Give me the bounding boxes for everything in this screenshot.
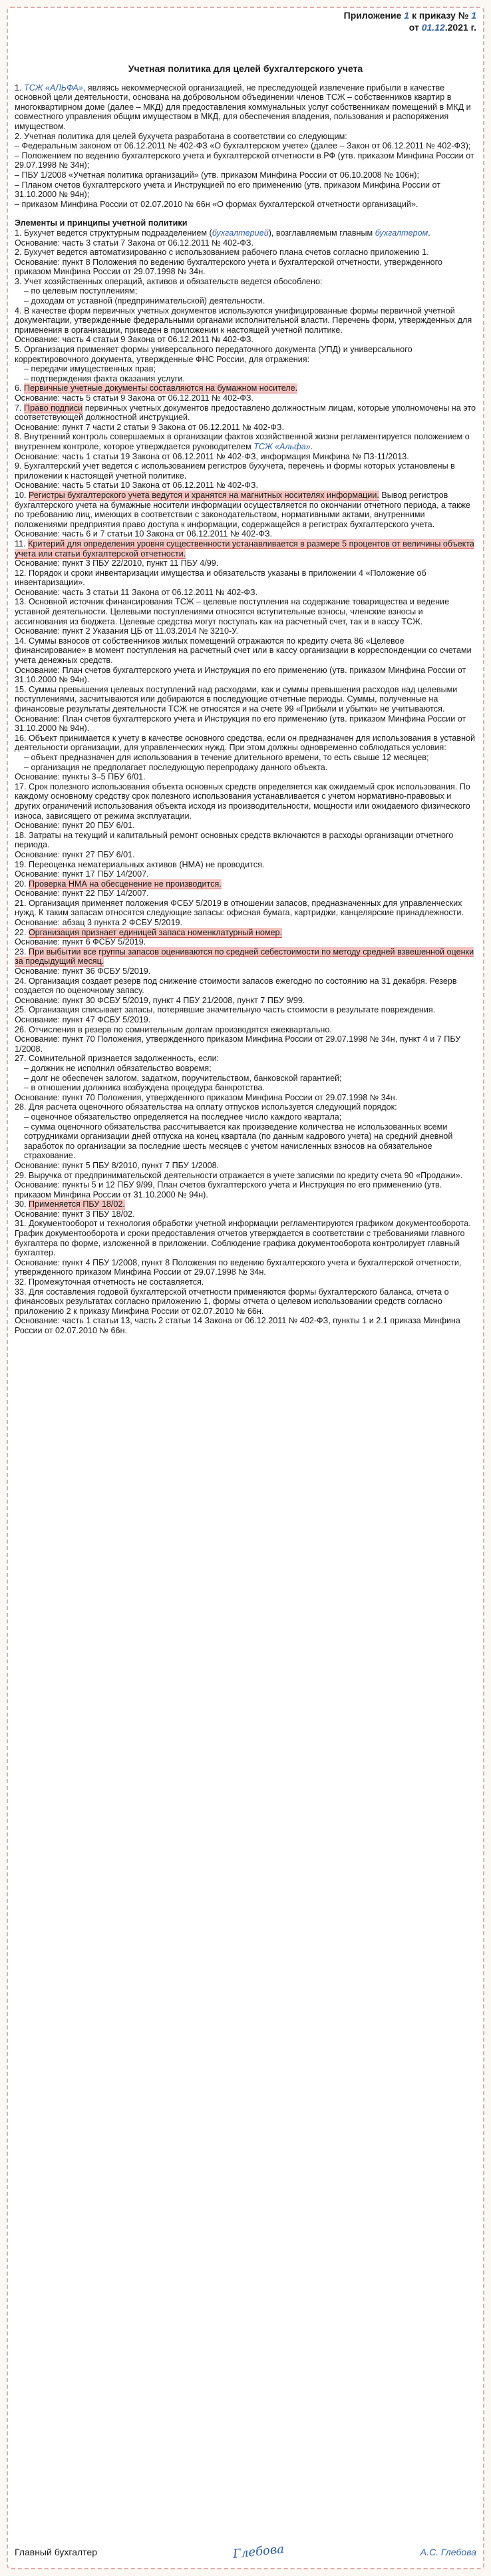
highlighted-text: Применяется ПБУ 18/02. [29,1199,125,1209]
policy-item [15,1083,476,1093]
policy-item [15,821,476,831]
item-text: 12. Порядок и сроки инвентаризации имущества и обязательств указаны в приложении 4 «Положение об инвентаризации». [15,568,426,588]
item-text: 24. Организация создает резерв под снижение стоимости запасов ежегодно по состоянию на 31 декабря. Резерв создается по оценочному запасу. [15,976,457,996]
item-text: – в отношении должника возбуждена процедура банкротства. [24,1083,265,1093]
item-text: 10. [15,490,29,500]
org-name: ТСЖ «АЛЬФА» [24,83,83,93]
highlighted-text: Регистры бухгалтерского учета ведутся и хранятся на магнитных носителях информации. [29,490,379,500]
item-text: ), возглавляемым главным [268,228,375,238]
item-text: – объект предназначен для использования в течение длительного времени, то есть свыше 12 месяцев; [24,752,429,762]
policy-item [15,714,476,734]
document-title: Учетная политика для целей бухгалтерского учета [128,63,363,74]
policy-item [15,860,476,870]
item-text: 14. Суммы взносов от собственников жилых помещений отражаются по кредиту счета 86 «Целевое финансирование» в момент поступления на расчетный счет или в кассу организации в корреспонденции со счетами учета денежных средств. [15,636,472,666]
intro-paragraph [15,180,476,200]
item-text: 4. В качестве форм первичных учетных документов используются унифицированные формы первичной учетной документации, утвержденные федеральными органами исполнительной власти. Перечень форм, утвержденных для применения в организации, приведен в приложении к настоящей учетной политике. [15,306,472,335]
policy-item [15,481,476,491]
policy-item [15,831,476,850]
policy-items [15,228,476,1336]
item-text: Основание: пункт 5 ПБУ 8/2010, пункт 7 ПБУ 1/2008. [15,1160,220,1170]
item-text: Вывод регистров бухгалтерского учета на бумажные носители информации осуществляется по окончании отчетного периода, а также по требованию лиц, имеющих в соответствии с законодательством, нормативными актами, внутренними положениями предприятия право доступа к информации, содержащейся в регистрах бухгалтерского учета. [15,490,471,529]
policy-item [15,782,476,821]
policy-item [15,626,476,636]
item-text: Основание: часть 5 статьи 10 Закона от 06.12.2011 № 402-ФЗ. [15,481,259,491]
highlighted-text: При выбытии все группы запасов оцениваются по средней себестоимости по методу средней взвешенной оценки за предыдущий месяц. [15,947,474,966]
item-text: 30. [15,1199,29,1209]
handwritten-signature: Глебова [232,2542,285,2561]
policy-item [15,383,476,393]
item-text: 5. Организация применяет формы универсального передаточного документа (УПД) и универсального корректировочного документа, утвержденные ФНС России, для отражения: [15,345,412,364]
item-text: – по целевым поступлениям; [24,286,138,296]
policy-item [15,850,476,860]
policy-item [15,772,476,782]
item-text: 1. Бухучет ведется структурным подразделением ( [15,228,212,238]
date-label: от [409,22,422,33]
signer-role: Главный бухгалтер [15,2546,97,2557]
appendix-header [15,9,476,33]
document-content [15,9,476,1336]
policy-item [15,238,476,248]
policy-item [15,491,476,529]
item-text: 18. Затраты на текущий и капитальный ремонт основных средств включаются в расходы организации отчетного периода. [15,830,454,850]
policy-item [15,228,476,238]
highlighted-text: Право подписи [24,403,83,413]
item-text: Основание: часть 1 статьи 13, часть 2 статьи 14 Закона от 06.12.2011 № 402-ФЗ, пункты 1 и 2.1 приказа Минфина России от 02.07.2010 № 66н. [15,1316,460,1335]
policy-item [15,1287,476,1317]
intro-text: – Планом счетов бухгалтерского учета и Инструкцией по его применению (утв. приказом Минфина России от 31.10.2000 № 94н); [15,180,441,200]
policy-item [15,539,476,558]
item-text: Основание: пункт 20 ПБУ 6/01. [15,821,135,831]
policy-item [15,1180,476,1199]
policy-item [15,1209,476,1219]
intro-paragraph [15,200,476,210]
item-text: – передачи имущественных прав; [24,364,156,374]
policy-item [15,248,476,258]
policy-item [15,588,476,598]
policy-item [15,966,476,976]
item-text: Основание: часть 5 статьи 9 Закона от 06.12.2011 № 402-ФЗ. [15,393,254,403]
item-text: – доходам от уставной (предпринимательской) деятельности. [24,296,265,306]
item-text: Основание: пункт 4 ПБУ 1/2008, пункт 8 Положения по ведению бухгалтерского учета и бухгалтерской отчетности, утвержденного приказом Минфина России от 29.07.1998 № 34н. [15,1257,462,1277]
item-text: 8. Внутренний контроль совершаемых в организации фактов хозяйственной жизни регламентируется положением о внутреннем контроле, которое утверждается руководителем [15,432,470,451]
item-text: 29. Выручка от предпринимательской деятельности отражается в учете записями по кредиту счета 90 «Продажи». [15,1170,463,1180]
item-text: Основание: пункт 7 части 2 статьи 9 Закона от 06.12.2011 № 402-ФЗ. [15,422,284,432]
highlighted-text: Организация признает единицей запаса номенклатурный номер. [29,927,283,937]
item-text: 21. Организация применяет положения ФСБУ 5/2019 в отношении запасов, предназначенных для управленческих нужд. К таким запасам относятся следующие запасы: офисная бумага, картриджи, канцелярские принадлежности. [15,898,464,918]
policy-item [15,296,476,306]
intro-paragraph [15,141,476,151]
policy-item [15,1122,476,1161]
policy-item [15,1074,476,1084]
item-text: 17. Срок полезного использования объекта основных средств определяется как ожидаемый срок использования. По каждому основному средству срок полезного использования устанавливается с учетом нормативно-правовых и других ограничений использования объекта исходя из производительности, мощности или ожидаемого физического износа, зависящего от режима эксплуатации. [15,781,470,821]
filled-value: ТСЖ «Альфа» [253,441,311,451]
item-text: – организация не предполагает последующую перепродажу данного объекта. [24,762,328,772]
item-text: 6. [15,383,25,393]
policy-item [15,928,476,938]
policy-item [15,666,476,685]
item-text: Основание: пункт 22 ПБУ 14/2007. [15,889,149,899]
policy-item [15,452,476,462]
policy-item [15,1034,476,1054]
item-text: Основание: пункт 70 Положения, утвержденного приказом Минфина России от 29.07.1998 № 34н. [15,1092,398,1102]
item-text: Основание: пункт 8 Положения по ведению бухгалтерского учета и бухгалтерской отчетности, утвержденного приказом Минфина России от 29.07.1998 № 34н. [15,257,442,277]
policy-item [15,879,476,889]
intro-text: – приказом Минфина России от 02.07.2010 № 66н «О формах бухгалтерской отчетности организаций». [15,199,418,209]
filled-value: бухгалтером [375,228,428,238]
item-text: 16. Объект принимается к учету в качестве основного средства, если он предназначен для использования в уставной деятельности организации, для управленческих нужд. При этом должны одновременно соблюдаться условия: [15,733,476,753]
policy-item [15,918,476,928]
policy-item [15,869,476,879]
item-text: 13. Основной источник финансирования ТСЖ – целевые поступления на содержание товарищества и ведение уставной деятельности. Целевыми поступлениями относятся вступительные взносы, членские взносы и ассигнования из бюджета. Целевые средства могут поступать как на расчетный счет, так и в кассу ТСЖ. [15,597,450,626]
item-text: 27. Сомнительной признается задолженность, если: [15,1054,220,1064]
order-year: .2021 г. [444,22,476,33]
policy-item [15,734,476,753]
item-text: Основание: пункт 3 ПБУ 22/2010, пункт 11 ПБУ 4/99. [15,558,219,568]
item-text: Основание: пункт 36 ФСБУ 5/2019. [15,966,151,976]
policy-item [15,258,476,277]
intro-paragraph [15,83,476,132]
item-text: Основание: План счетов бухгалтерского учета и Инструкция по его применению (утв. приказом Минфина России от 31.10.2000 № 94н). [15,665,466,685]
policy-item [15,306,476,335]
item-text: – оценочное обязательство определяется на последнее число каждого квартала; [24,1112,342,1122]
item-text: Основание: пункт 6 ФСБУ 5/2019. [15,937,146,947]
order-date: 01.12 [421,22,445,33]
item-text: 33. Для составления годовой бухгалтерской отчетности применяются формы бухгалтерского баланса, отчета о финансовых результатах согласно приложению 1, формы отчета о целевом использовании средств согласно приложению 2 к приказу Минфина России от 02.07.2010 № 66н. [15,1287,449,1316]
policy-item [15,335,476,345]
item-text: Основание: абзац 3 пункта 2 ФСБУ 5/2019. [15,918,183,928]
item-text: Основание: пункт 3 ПБУ 18/02. [15,1209,135,1219]
policy-item [15,947,476,966]
policy-item [15,1171,476,1181]
item-text: Основание: пункт 30 ФСБУ 5/2019, пункт 4 ПБУ 21/2008, пункт 7 ПБУ 9/99. [15,995,305,1005]
item-text: Основание: План счетов бухгалтерского учета и Инструкция по его применению (утв. приказом Минфина России от 31.10.2000 № 94н). [15,714,466,734]
policy-item [15,1054,476,1064]
highlighted-text: Первичные учетные документы составляются на бумажном носителе. [24,383,298,393]
intro-text: 1. [15,83,25,93]
item-text: 31. Документооборот и технология обработки учетной информации регламентируются графиком документооборота. График документооборота и сроки предоставления отчетов утверждается в соответствии с требованиями главного бухгалтера по форме, изложенной в приложении. Соблюдение графика документооборота контролирует главный бухгалтер. [15,1219,471,1258]
policy-item [15,996,476,1006]
policy-item [15,1064,476,1074]
item-text: Основание: часть 3 статьи 7 Закона от 06.12.2011 № 402-ФЗ. [15,238,254,248]
item-text: Основание: пункт 70 Положения, утвержденного приказом Минфина России от 29.07.1998 № 34н, пункт 4 и 7 ПБУ 1/2008. [15,1034,461,1054]
policy-item [15,899,476,918]
item-text: 15. Суммы превышения целевых поступлений над расходами, как и суммы превышения расходов над целевыми поступлениями, засчитываются или добираются в последующие отчетные периоды. Суммы, полученные на финансовые результаты деятельности ТСЖ не относятся и на счете 99 «Прибыли и убытки» не учитываются. [15,684,458,714]
item-text: 32. Промежуточная отчетность не составляется. [15,1277,204,1287]
policy-item [15,558,476,568]
item-text: 7. [15,403,25,413]
highlighted-text: Проверка НМА на обесценение не производится. [29,879,222,889]
policy-item [15,636,476,666]
intro-paragraph [15,132,476,142]
intro-text: – ПБУ 1/2008 «Учетная политика организаций» (утв. приказом Минфина России от 06.10.2008 № 106н); [15,170,419,180]
item-text: 25. Организация списывает запасы, потерявшие значительную часть стоимости в результате повреждения. [15,1005,436,1015]
item-text: 26. Отчисления в резерв по сомнительным долгам производятся ежеквартально. [15,1024,332,1034]
policy-item [15,937,476,947]
policy-item [15,403,476,423]
policy-item [15,364,476,374]
appendix-prefix: Приложение [343,10,402,21]
item-text: 9. Бухгалтерский учет ведется с использованием регистров бухучета, перечень и формы которых установлены в приложении к настоящей учетной политике. [15,461,455,481]
policy-item [15,1093,476,1103]
item-text: Основание: пункт 2 Указания ЦБ от 11.03.2014 № 3210-У. [15,626,238,636]
item-text: 22. [15,927,29,937]
policy-item [15,393,476,403]
intro-block [15,83,476,210]
policy-item [15,529,476,539]
item-text: Основание: пункты 3–5 ПБУ 6/01. [15,772,146,782]
item-text: Основание: пункт 47 ФСБУ 5/2019. [15,1015,151,1024]
policy-item [15,1102,476,1112]
intro-paragraph [15,151,476,170]
item-text: Основание: часть 1 статьи 19 Закона от 06.12.2011 № 402-ФЗ, информация Минфина № П3-11/2013. [15,451,409,461]
signer-name: А.С. Глебова [420,2546,476,2557]
item-text: 19. Переоценка нематериальных активов (НМА) не проводится. [15,859,265,869]
policy-item [15,277,476,287]
policy-item [15,286,476,296]
intro-paragraph [15,170,476,180]
policy-item [15,685,476,714]
filled-value: бухгалтерией [212,228,269,238]
intro-text: – Федеральным законом от 06.12.2011 № 402-ФЗ «О бухгалтерском учете» (далее – Закон от 06.12.2011 № 402-ФЗ); [15,141,471,151]
item-text: – должник не исполнил обязательство вовремя; [24,1063,212,1073]
appendix-suffix: к приказу № [411,10,472,21]
item-text: . [428,228,430,238]
policy-item [15,1112,476,1122]
policy-item [15,753,476,763]
policy-item [15,1005,476,1015]
policy-item [15,597,476,626]
item-text: Основание: часть 4 статьи 9 Закона от 06.12.2011 № 402-ФЗ. [15,335,254,345]
item-text: Основание: пункты 5 и 12 ПБУ 9/99, План счетов бухгалтерского учета и Инструкция по его применению (утв. приказом Минфина России от 31.10.2000 № 94н). [15,1180,442,1199]
policy-item [15,976,476,996]
item-text: первичных учетных документов предоставлено должностным лицам, которые уполномочены на это соответствующей должностной инструкцией. [15,403,476,423]
item-text: 28. Для расчета оценочного обязательства на оплату отпусков используется следующий порядок: [15,1102,397,1112]
item-text: . [310,441,313,451]
item-text: 11. [15,538,29,548]
policy-item [15,1258,476,1277]
intro-text: 2. Учетная политика для целей бухучета разработана в соответствии со следующим: [15,131,347,141]
policy-item [15,1219,476,1257]
item-text: – подтверждения факта оказания услуги. [24,373,185,383]
item-text: Основание: пункт 17 ПБУ 14/2007. [15,869,149,879]
item-text: 20. [15,879,29,889]
policy-item [15,1015,476,1025]
item-text: Основание: пункт 27 ПБУ 6/01. [15,849,135,859]
intro-text: – Положением по ведению бухгалтерского учета и бухгалтерской отчетности в РФ (утв. приказом Минфина России от 29.07.1998 № 34н); [15,150,474,170]
signature-row [15,2542,476,2561]
item-text: Основание: часть 6 и 7 статьи 10 Закона от 06.12.2011 № 402-ФЗ. [15,529,273,539]
policy-item [15,889,476,899]
policy-item [15,423,476,433]
item-text: 2. Бухучет ведется автоматизированно с использованием рабочего плана счетов согласно приложению 1. [15,248,429,258]
intro-text: , являясь некоммерческой организацией, не преследующей извлечение прибыли в качестве основной цели деятельности, основана на добровольном объединении членов ТСЖ – собственников квартир в многоквартирном доме (далее – МКД) для предоставления коммунальных услуг собственникам помещений в МКД и совместного управления общим имуществом в МКД, для обеспечения владения, пользования и распоряжения имуществом. [15,83,471,131]
policy-item [15,1161,476,1171]
policy-item [15,568,476,588]
item-text: – сумма оценочного обязательства рассчитывается как произведение количества не использованных всеми сотрудниками организации дней отпуска на конец квартала (по данным кадрового учета) на средний дневной заработок по организации за последние шесть месяцев с учетом начисленных взносов на обязательное страхование. [24,1122,453,1161]
section-title: Элементы и принципы учетной политики [15,218,188,228]
policy-item [15,432,476,451]
policy-item [15,763,476,773]
item-text: – долг не обеспечен залогом, задатком, поручительством, банковской гарантией; [24,1073,342,1083]
policy-item [15,374,476,384]
item-text: 23. [15,947,29,957]
policy-item [15,461,476,481]
item-text: 3. Учет хозяйственных операций, активов и обязательств ведется обособлено: [15,276,323,286]
policy-item [15,1025,476,1035]
item-text: Основание: часть 3 статьи 11 Закона от 06.12.2011 № 402-ФЗ. [15,587,258,597]
policy-item [15,1277,476,1287]
highlighted-text: Критерий для определения уровня существенности устанавливается в размере 5 процентов от величины объекта учета или статьи бухгалтерской отчетности. [15,538,474,558]
policy-item [15,345,476,364]
policy-item [15,1199,476,1209]
order-number: 1 [471,10,476,21]
appendix-number: 1 [404,10,410,21]
policy-item [15,1316,476,1335]
